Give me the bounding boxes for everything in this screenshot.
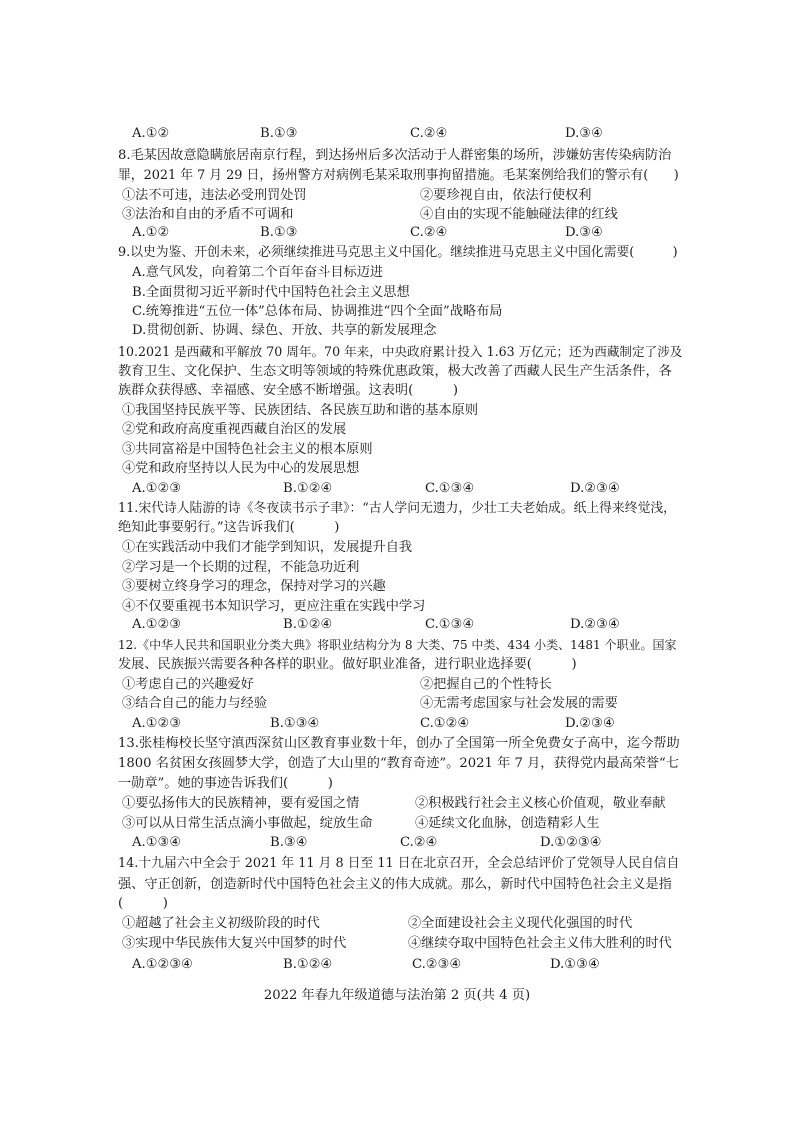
q12-statement-1: ①考虑自己的兴趣爱好 (122, 677, 254, 692)
q10-option-c: C.①③④ (425, 481, 475, 496)
q14-stem-line-1: 14.十九届六中全会于 2021 年 11 月 8 日至 11 日在北京召开，全会总结评价了党领导人民自信自 (118, 856, 680, 871)
q14-option-d: D.①③④ (550, 957, 600, 972)
q7-option-c: C.②④ (410, 126, 448, 141)
q12-statement-3: ③结合自己的能力与经验 (122, 696, 268, 711)
q9-stem-line-1: 9.以史为鉴、开创未来，必须继续推进马克思主义中国化。继续推进马克思主义中国化需要( ) (118, 245, 678, 260)
q13-stem-line-3: 一勋章”。她的事迹告诉我们( ) (118, 776, 333, 791)
q13-option-b: B.③④ (270, 835, 308, 850)
q14-statement-3: ③实现中华民族伟大复兴中国梦的时代 (122, 936, 347, 951)
q12-statement-4: ④无需考虑国家与社会发展的需要 (420, 696, 618, 711)
q13-stem-line-2: 1800 名贫困女孩圆梦大学，创造了大山里的“教育奇迹”。2021 年 7 月，获得党内最高荣誉“七 (118, 756, 679, 771)
q13-option-d: D.①②③④ (540, 835, 602, 850)
q14-option-c: C.②③④ (412, 957, 462, 972)
q8-option-a: A.①② (132, 225, 170, 240)
q9-choice-c: C.统筹推进“五位一体”总体布局、协调推进“四个全面”战略布局 (132, 304, 503, 319)
q10-statement-1: ①我国坚持民族平等、民族团结、各民族互助和谐的基本原则 (122, 403, 479, 418)
q12-option-d: D.②③④ (565, 716, 615, 731)
q13-option-c: C.②④ (400, 835, 438, 850)
q8-statement-2: ②要珍视自由，依法行使权利 (420, 188, 592, 203)
q11-option-c: C.①③④ (425, 617, 475, 632)
q12-option-c: C.①②④ (420, 716, 470, 731)
q12-stem-line-1: 12.《中华人民共和国职业分类大典》将职业结构分为 8 大类、75 中类、434 小类、1481 个职业。国家 (118, 638, 677, 652)
q10-statement-3: ③共同富裕是中国特色社会主义的根本原则 (122, 442, 373, 457)
q14-stem-line-3: ( ) (118, 896, 168, 911)
q9-choice-a: A.意气风发，向着第二个百年奋斗目标迈进 (132, 265, 384, 280)
q11-stem-line-2: 绝知此事要躬行。”这告诉我们( ) (118, 520, 340, 535)
q10-stem-line-1: 10.2021 是西藏和平解放 70 周年。70 年来，中央政府累计投入 1.63 万亿元；还为西藏制定了涉及 (118, 344, 683, 359)
q13-stem-line-1: 13.张桂梅校长坚守滇西深贫山区教育事业数十年，创办了全国第一所全免费女子高中，迄今帮助 (118, 736, 680, 751)
q13-statement-1: ①要弘扬伟大的民族精神，要有爱国之情 (122, 796, 360, 811)
q11-statement-4: ④不仅要重视书本知识学习，更应注重在实践中学习 (122, 599, 426, 614)
q7-option-b: B.①③ (260, 126, 298, 141)
q14-statement-1: ①超越了社会主义初级阶段的时代 (122, 916, 320, 931)
q12-option-b: B.①③④ (270, 716, 320, 731)
q7-option-a: A.①② (132, 126, 170, 141)
q14-statement-4: ④继续夺取中国特色社会主义伟大胜利的时代 (408, 936, 672, 951)
q8-statement-4: ④自由的实现不能触碰法律的红线 (420, 207, 618, 222)
q13-option-a: A.①③④ (132, 835, 182, 850)
q14-option-b: B.①②④ (283, 957, 333, 972)
q8-statement-3: ③法治和自由的矛盾不可调和 (122, 207, 294, 222)
q14-stem-line-2: 强、守正创新，创造新时代中国特色社会主义的伟大成就。那么，新时代中国特色社会主义是指 (118, 877, 672, 892)
q13-statement-2: ②积极践行社会主义核心价值观，敬业奉献 (415, 796, 666, 811)
q10-statement-2: ②党和政府高度重视西藏自治区的发展 (122, 422, 347, 437)
q7-option-d: D.③④ (565, 126, 603, 141)
q9-choice-b: B.全面贯彻习近平新时代中国特色社会主义思想 (132, 285, 410, 300)
q14-statement-2: ②全面建设社会主义现代化强国的时代 (408, 916, 633, 931)
q8-stem-line-1: 8.毛某因故意隐瞒旅居南京行程，到达扬州后多次活动于人群密集的场所，涉嫌妨害传染病防治 (118, 148, 672, 163)
q11-statement-3: ③要树立终身学习的理念，保持对学习的兴趣 (122, 579, 386, 594)
q11-option-b: B.①②④ (283, 617, 333, 632)
q12-option-a: A.①②③ (132, 716, 182, 731)
q12-stem-line-2: 发展、民族振兴需要各种各样的职业。做好职业准备，进行职业选择要( ) (118, 657, 577, 672)
q10-stem-line-3: 族群众获得感、幸福感、安全感不断增强。这表明( ) (118, 383, 458, 398)
q8-option-b: B.①③ (260, 225, 298, 240)
q8-stem-line-2: 罪，2021 年 7 月 29 日，扬州警方对病例毛某采取刑事拘留措施。毛某案例给我们的警示有( ) (118, 168, 679, 183)
q10-stem-line-2: 教育卫生、文化保护、生态文明等领域的特殊优惠政策，极大改善了西藏人民生产生活条件，各 (118, 364, 672, 379)
q10-option-b: B.①②④ (283, 481, 333, 496)
q12-statement-2: ②把握自己的个性特长 (420, 677, 552, 692)
q14-option-a: A.①②③④ (132, 957, 194, 972)
q13-statement-4: ④延续文化血脉，创造精彩人生 (415, 816, 600, 831)
q10-statement-4: ④党和政府坚持以人民为中心的发展思想 (122, 461, 360, 476)
q11-option-a: A.①②③ (132, 617, 182, 632)
q11-stem-line-1: 11.宋代诗人陆游的诗《冬夜读书示子聿》：“古人学问无遗力，少壮工夫老始成。纸上得来终觉浅， (118, 501, 676, 516)
q9-choice-d: D.贯彻创新、协调、绿色、开放、共享的新发展理念 (132, 323, 437, 338)
q11-statement-1: ①在实践活动中我们才能学到知识，发展提升自我 (122, 540, 413, 555)
q8-statement-1: ①法不可违，违法必受刑罚处罚 (122, 188, 307, 203)
page-footer: 2022 年春九年级道德与法治第 2 页(共 4 页) (263, 988, 531, 1003)
q13-statement-3: ③可以从日常生活点滴小事做起，绽放生命 (122, 816, 373, 831)
q11-option-d: D.②③④ (570, 617, 620, 632)
q8-option-d: D.③④ (565, 225, 603, 240)
q10-option-a: A.①②③ (132, 481, 182, 496)
q8-option-c: C.②④ (410, 225, 448, 240)
q11-statement-2: ②学习是一个长期的过程，不能急功近利 (122, 560, 360, 575)
q10-option-d: D.②③④ (570, 481, 620, 496)
